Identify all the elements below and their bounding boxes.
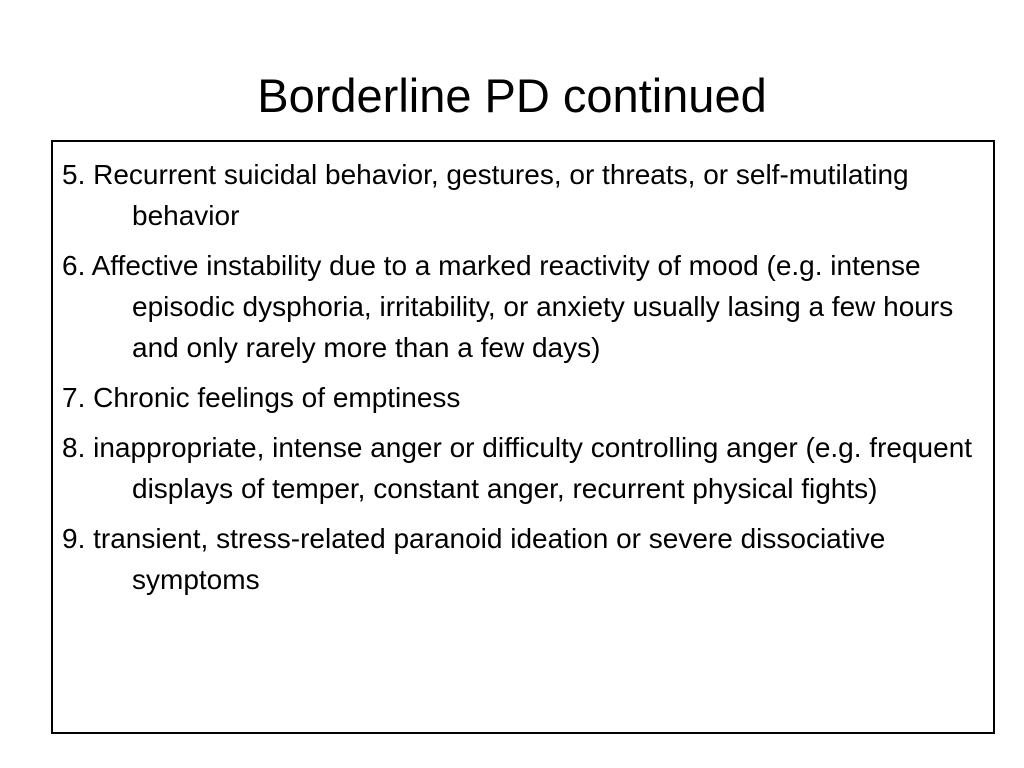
criteria-box — [51, 140, 995, 734]
criterion-7: 7. Chronic feelings of emptiness — [62, 382, 461, 413]
criterion-9: 9. transient, stress-related paranoid ideation or severe dissociative symptoms — [62, 523, 886, 595]
criterion-8: 8. inappropriate, intense anger or difficulty controlling anger (e.g. frequent displays of temper, constant anger, recurrent physical fights) — [62, 432, 973, 504]
criteria-list — [62, 154, 983, 600]
slide-title: Borderline PD continued — [257, 69, 767, 122]
criterion-6: 6. Affective instability due to a marked reactivity of mood (e.g. intense episodic dysphoria, irritability, or anxiety usually lasing a few hours and only rarely more than a few days) — [62, 250, 954, 363]
criterion-5: 5. Recurrent suicidal behavior, gestures, or threats, or self-mutilating behavior — [62, 159, 909, 231]
